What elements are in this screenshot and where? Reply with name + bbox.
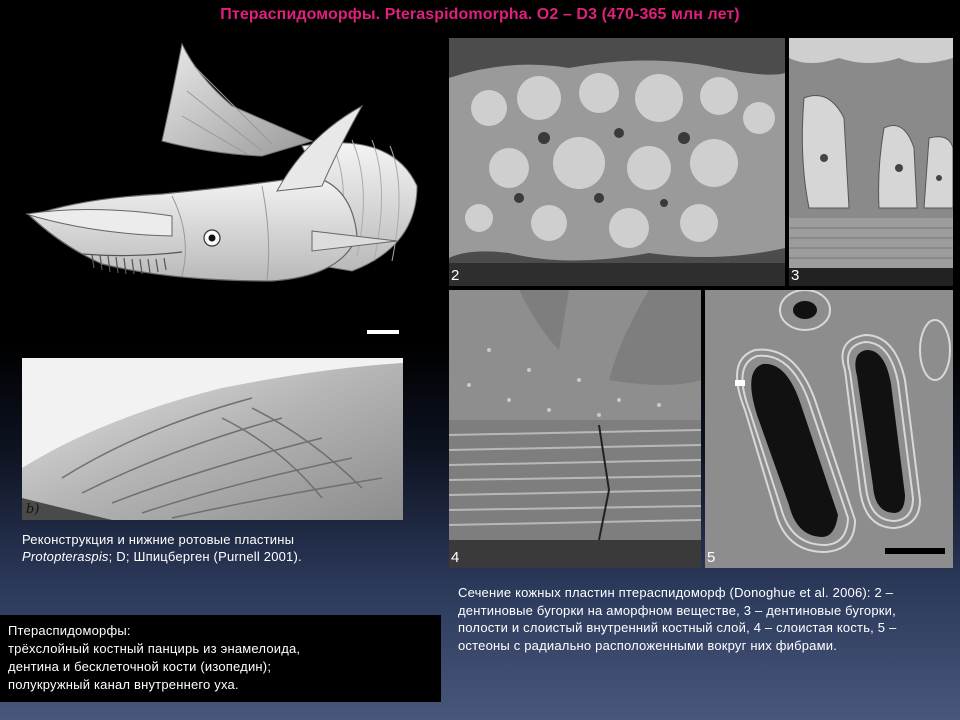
micro-panel-4 xyxy=(449,290,701,568)
summary-box xyxy=(0,615,441,702)
slide-title: Птераспидоморфы. Pteraspidomorpha. O2 – D3 (470-365 млн лет) xyxy=(220,6,740,23)
summary-line: дентина и бесклеточной кости (изопедин); xyxy=(8,659,272,674)
micro-panel-5 xyxy=(705,290,953,568)
panel-4-number: 4 xyxy=(451,549,460,566)
panel-3-number: 3 xyxy=(791,267,800,284)
reconstruction-caption xyxy=(22,531,432,565)
panel-2-number: 2 xyxy=(451,267,460,284)
reconstruction-caption-line2 xyxy=(22,548,432,565)
reconstruction-label: b) xyxy=(26,502,40,517)
micro-panel-3 xyxy=(789,38,953,286)
summary-line: полукружный канал внутреннего уха. xyxy=(8,677,239,692)
micro-panel-2 xyxy=(449,38,785,286)
panel-5-number: 5 xyxy=(707,549,716,566)
fish-reconstruction-image xyxy=(22,36,442,341)
summary-line: трёхслойный костный панцирь из энамелоида, xyxy=(8,641,301,656)
reconstruction-caption-rest: ; D; Шпицберген (Purnell 2001). xyxy=(108,549,302,564)
oral-plates-sem-image xyxy=(22,358,403,520)
genus-name: Protopteraspis xyxy=(22,549,109,564)
reconstruction-caption-line1: Реконструкция и нижние ротовые пластины xyxy=(22,532,295,547)
thin-section-caption: Сечение кожных пластин птераспидоморф (Donoghue et al. 2006): 2 – дентиновые бугорки на аморфном веществе, 3 – дентиновые бугорки, полости и слоистый внутренний костный слой, 4 – слоистая кость, 5 – остеоны с радиально расположенными вокруг них фибрами. xyxy=(458,585,897,653)
summary-line: Птераспидоморфы: xyxy=(8,623,131,638)
